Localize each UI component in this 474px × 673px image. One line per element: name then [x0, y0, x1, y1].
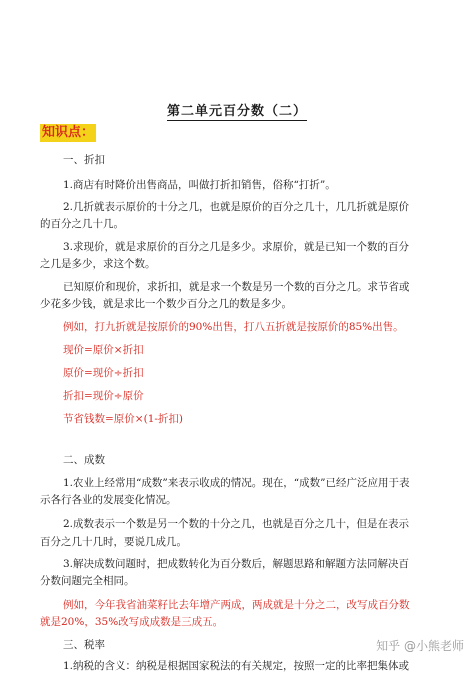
- text-line: 就是20%，35%改写成成数是三成五。: [40, 616, 224, 628]
- text-line: 3.求现价，就是求原价的百分之几是多少。求原价，就是已知一个数的百分: [63, 241, 410, 253]
- watermark: 知乎 @小熊老师: [376, 639, 464, 653]
- text-line: 三、税率: [63, 639, 105, 651]
- page-title: [0, 100, 474, 119]
- text-line: 的百分之几十几。: [40, 218, 124, 230]
- text-line: 少花多少钱，就是求比一个数少百分之几的数是多少。: [40, 298, 292, 310]
- text-line: 2.几折就表示原价的十分之几，也就是原价的百分之几十，几几折就是原价: [63, 201, 410, 213]
- text-line: 已知原价和现价，求折扣，就是求一个数是另一个数的百分之几。求节省或: [63, 281, 410, 293]
- text-line: 2.成数表示一个数是另一个数的十分之几，也就是百分之几十，但是在表示: [63, 518, 410, 530]
- text-line: 二、成数: [63, 454, 105, 466]
- text-line: 1.纳税的含义：纳税是根据国家税法的有关规定，按照一定的比率把集体或: [63, 660, 410, 672]
- text-line: 例如，打九折就是按原价的90%出售，打八五折就是按原价的85%出售。: [63, 321, 404, 333]
- text-line: 节省钱数=原价×(1-折扣): [63, 413, 184, 425]
- text-line: 折扣=现价÷原价: [63, 390, 144, 402]
- text-line: 示各行各业的发展变化情况。: [40, 494, 177, 506]
- page-title-text: 第二单元百分数（二）: [166, 104, 307, 119]
- text-line: 例如，今年我省油菜籽比去年增产两成，两成就是十分之二，改写成百分数: [63, 599, 410, 611]
- text-line: 一、折扣: [63, 154, 105, 166]
- text-line: 之几是多少，求这个数。: [40, 258, 156, 270]
- text-line: 3.解决成数问题时，把成数转化为百分数后，解题思路和解题方法同解决百: [63, 558, 410, 570]
- text-line: 原价=现价÷折扣: [63, 367, 144, 379]
- text-line: 1.农业上经常用“成数”来表示收成的情况。现在，“成数”已经广泛应用于表: [63, 477, 410, 489]
- text-line: 分数问题完全相同。: [40, 575, 135, 587]
- text-line: 现价=原价×折扣: [63, 344, 144, 356]
- knowledge-points-label: 知识点：: [42, 125, 95, 140]
- text-line: 百分之几十几时，要说几成几。: [40, 536, 187, 548]
- text-line: 1.商店有时降价出售商品，叫做打折扣销售，俗称“打折”。: [63, 179, 336, 191]
